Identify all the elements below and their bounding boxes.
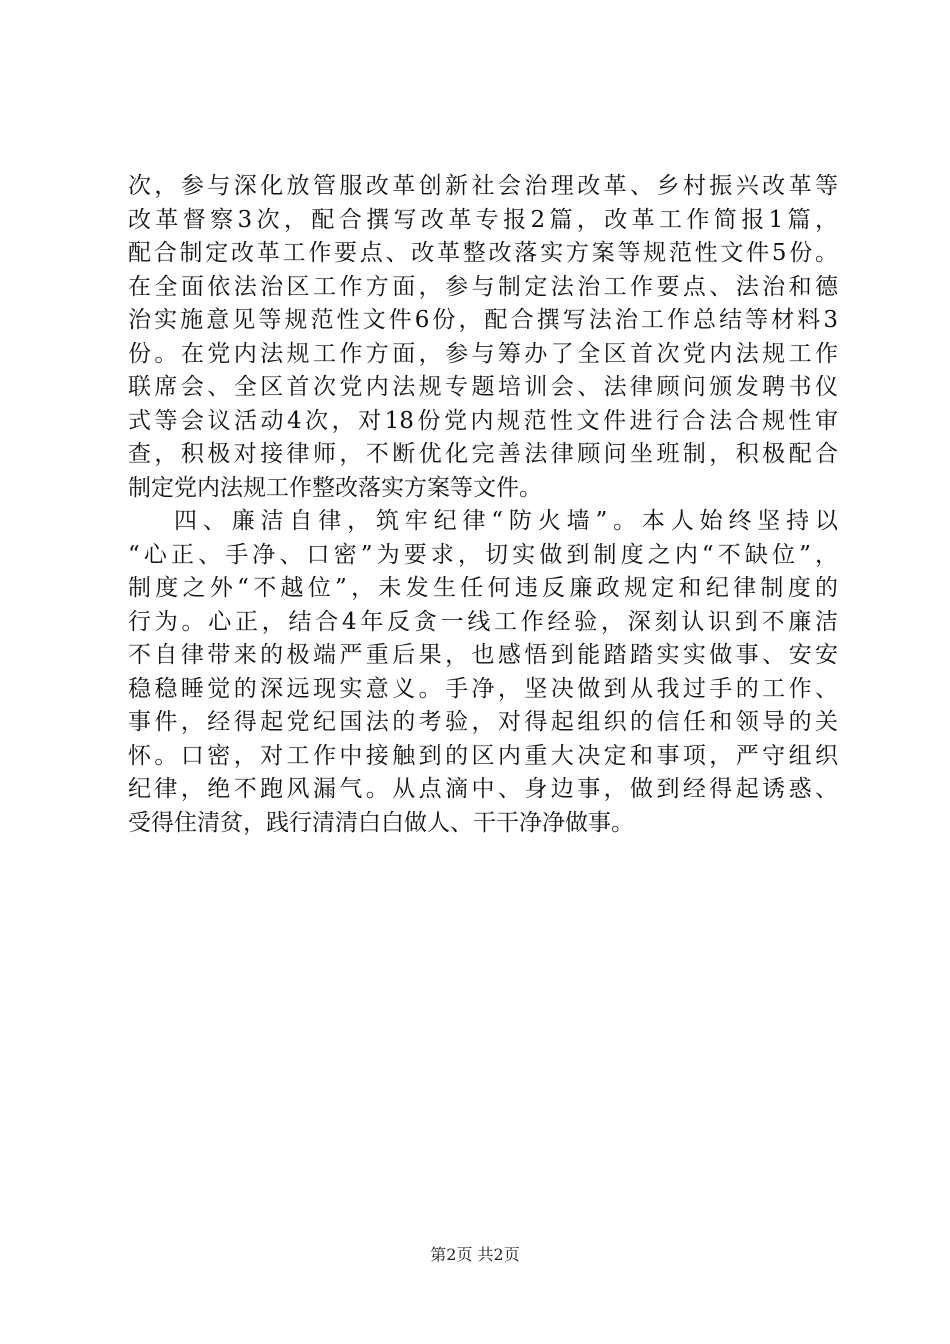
text-line: 制度之外“不越位”，未发生任何违反廉政规定和纪律制度的 <box>128 575 838 601</box>
text-line: 纪律，绝不跑风漏气。从点滴中、身边事，做到经得起诱惑、 <box>128 776 838 802</box>
text-line: 次，参与深化放管服改革创新社会治理改革、乡村振兴改革等 <box>128 173 838 199</box>
text-line: 改革督察3次，配合撰写改革专报2篇，改革工作简报1篇， <box>128 206 838 233</box>
page-footer <box>0 1243 950 1267</box>
section-heading-line: 四、廉洁自律，筑牢纪律“防火墙”。本人始终坚持以 <box>174 508 838 534</box>
text-line: 行为。心正，结合4年反贪一线工作经验，深刻认识到不廉洁 <box>128 608 838 635</box>
text-line: 不自律带来的极端严重后果，也感悟到能踏踏实实做事、安安 <box>128 642 838 668</box>
text-line: 配合制定改革工作要点、改革整改落实方案等规范性文件5份。 <box>128 240 838 266</box>
text-line: 份。在党内法规工作方面，参与筹办了全区首次党内法规工作 <box>128 340 838 367</box>
text-line: 事件，经得起党纪国法的考验，对得起组织的信任和领导的关 <box>128 709 838 735</box>
page-number: 第2页 共2页 <box>430 1245 520 1264</box>
text-line: 受得住清贫，践行清清白白做人、干干净净做事。 <box>128 809 634 836</box>
text-line: 制定党内法规工作整改落实方案等文件。 <box>128 474 542 501</box>
text-line: 稳稳睡觉的深远现实意义。手净，坚决做到从我过手的工作、 <box>128 675 838 702</box>
text-line: 查，积极对接律师，不断优化完善法律顾问坐班制，积极配合 <box>128 441 838 467</box>
text-line: 怀。口密，对工作中接触到的区内重大决定和事项，严守组织 <box>128 742 838 769</box>
text-line: “心正、手净、口密”为要求，切实做到制度之内“不缺位”， <box>128 541 838 568</box>
text-line: 治实施意见等规范性文件6份，配合撰写法治工作总结等材料3 <box>128 307 838 333</box>
text-line: 式等会议活动4次，对18份党内规范性文件进行合法合规性审 <box>128 407 838 434</box>
body-text <box>128 170 838 840</box>
text-line: 在全面依法治区工作方面，参与制定法治工作要点、法治和德 <box>128 273 838 300</box>
text-line: 联席会、全区首次党内法规专题培训会、法律顾问颁发聘书仪 <box>128 374 838 400</box>
